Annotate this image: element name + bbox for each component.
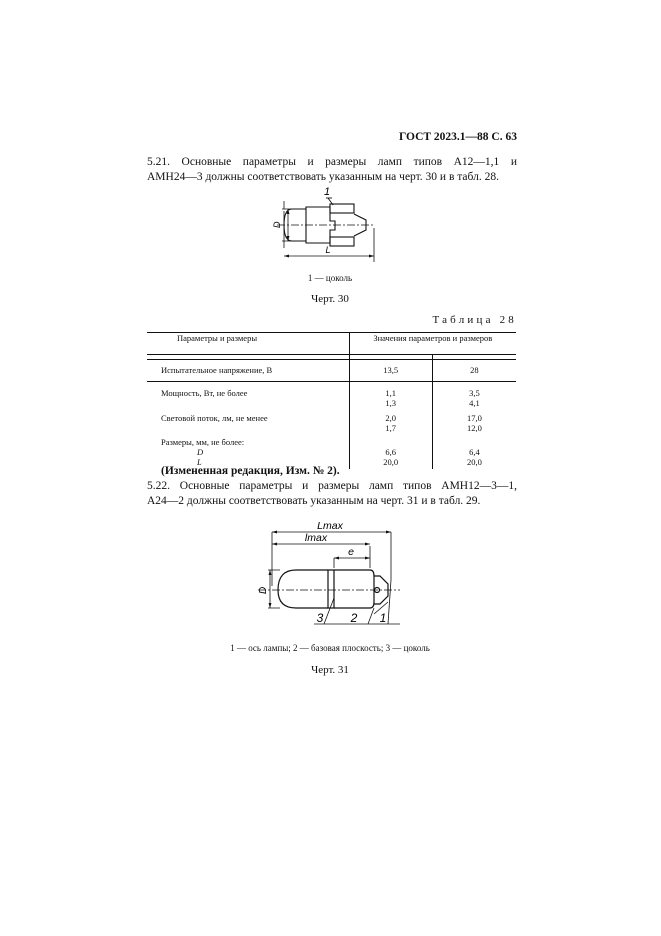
figure-30-drawing <box>270 184 385 266</box>
callout-base <box>324 598 334 624</box>
fig31-dim-d: D <box>258 586 269 594</box>
base-body <box>334 570 374 608</box>
row-value: 1,3 <box>385 398 397 408</box>
row-value <box>350 437 432 447</box>
row-value: 1,7 <box>385 423 397 433</box>
figure-31-title: Черт. 31 <box>311 664 349 676</box>
table-row <box>147 360 516 382</box>
row-value: 12,0 <box>466 423 482 433</box>
row-param: L <box>197 457 202 467</box>
section-5-21-line-1: 5.21. Основные параметры и размеры ламп типов А12—1,1 и <box>147 156 517 168</box>
table-row <box>147 433 516 469</box>
bulb-outline <box>278 570 328 608</box>
table-row <box>147 382 516 409</box>
bulb-neck <box>328 570 334 608</box>
fig30-dim-d: D <box>272 221 282 228</box>
row-param: Мощность, Вт, не более <box>161 388 248 398</box>
table-28 <box>147 332 516 469</box>
section-5-21 <box>147 155 517 185</box>
figure-30-title: Черт. 30 <box>311 293 349 305</box>
fig31-callout-1: 1 <box>379 611 387 625</box>
fig31-dim-e: e <box>348 546 354 558</box>
fig30-dim-l: L <box>325 245 331 255</box>
fig31-dim-lmax-inner: lmax <box>304 532 328 544</box>
fig31-callout-2: 2 <box>350 611 358 625</box>
row-value: 1,1 <box>385 388 397 398</box>
section-5-22 <box>147 479 517 509</box>
row-value: 6,4 <box>469 447 480 457</box>
fig31-callout-3: 3 <box>316 611 324 625</box>
section-5-22-line-1: 5.22. Основные параметры и размеры ламп типов АМН12—3—1, <box>147 480 517 492</box>
row-param: D <box>197 447 204 457</box>
row-value: 28 <box>470 365 479 375</box>
row-value: 4,1 <box>469 398 480 408</box>
table-28-title: Таблица 28 <box>432 314 517 326</box>
amendment-note: (Измененная редакция, Изм. № 2). <box>161 465 340 477</box>
row-value: 17,0 <box>466 413 482 423</box>
row-param: Испытательное напряжение, В <box>161 365 273 375</box>
row-value: 2,0 <box>385 413 397 423</box>
table-row <box>147 408 516 433</box>
figure-30-legend: 1 — цоколь <box>307 273 353 283</box>
base-contact-top <box>330 204 354 213</box>
row-param: Световой поток, лм, не менее <box>161 413 268 423</box>
page-header: ГОСТ 2023.1—88 С. 63 <box>398 131 517 143</box>
figure-31-drawing <box>250 518 420 636</box>
header-param: Параметры и размеры <box>147 333 349 355</box>
base-contact-bottom <box>330 237 354 246</box>
row-value: 6,6 <box>385 447 397 457</box>
row-param: Размеры, мм, не более: <box>161 437 245 447</box>
dim-extension-lines <box>272 532 391 586</box>
header-values: Значения параметров и размеров <box>349 333 516 355</box>
row-value <box>433 437 516 447</box>
row-value: 20,0 <box>383 457 399 467</box>
section-5-21-line-2: АМН24—3 должны соответствовать указанным на черт. 30 и в табл. 28. <box>147 171 499 183</box>
table-header-row <box>147 333 516 355</box>
row-value: 13,5 <box>383 365 399 375</box>
fig31-dim-lmax-outer: Lmax <box>317 520 343 532</box>
figure-31-legend: 1 — ось лампы; 2 — базовая плоскость; 3 — цоколь <box>230 643 430 653</box>
row-value: 3,5 <box>469 388 480 398</box>
fig30-callout-1: 1 <box>323 186 331 198</box>
row-value: 20,0 <box>466 457 482 467</box>
section-5-22-line-2: А24—2 должны соответствовать указанным на черт. 31 и в табл. 29. <box>147 495 481 507</box>
